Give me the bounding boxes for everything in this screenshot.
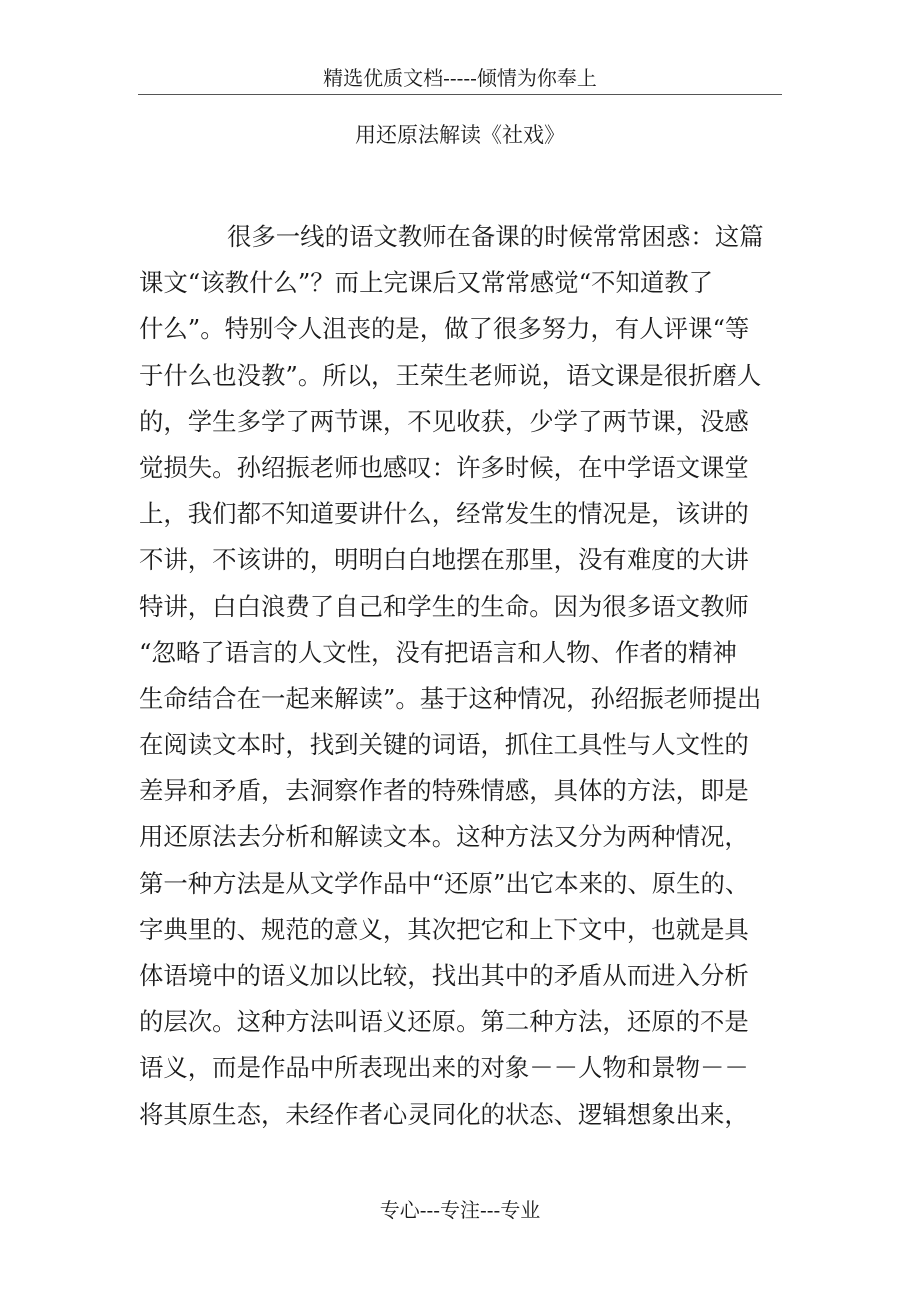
body-line: 的层次。这种方法叫语义还原。第二种方法，还原的不是 [139,1007,749,1037]
body-line: 课文“该教什么”？而上完课后又常常感觉“不知道教了 [139,268,714,298]
body-line: 字典里的、规范的意义，其次把它和上下文中，也就是具 [139,914,749,944]
body-line: 将其原生态，未经作者心灵同化的状态、逻辑想象出来， [139,1099,749,1129]
body-line: 觉损失。孙绍振老师也感叹：许多时候，在中学语文课堂 [139,452,749,482]
body-line: 于什么也没教”。所以，王荣生老师说，语文课是很折磨人 [139,360,762,390]
body-line: 体语境中的语义加以比较，找出其中的矛盾从而进入分析 [139,961,749,990]
body-line: 第一种方法是从文学作品中“还原”出它本来的、原生的、 [139,868,750,898]
body-line: 语义，而是作品中所表现出来的对象－－人物和景物－－ [139,1053,749,1083]
page-footer: 专心---专注---专业 [379,1198,541,1222]
body-line: 很多一线的语文教师在备课的时候常常困惑：这篇 [227,222,764,251]
document-body [139,214,783,1138]
document-title: 用还原法解读《社戏》 [355,123,565,147]
body-line: 生命结合在一起来解读”。基于这种情况，孙绍振老师提出 [139,683,762,713]
header-text: 精选优质文档-----倾情为你奉上 [323,66,597,90]
body-line: 的，学生多学了两节课，不见收获，少学了两节课，没感 [139,406,749,436]
body-line: 不讲，不该讲的，明明白白地摆在那里，没有难度的大讲 [139,545,749,575]
body-line: 用还原法去分析和解读文本。这种方法又分为两种情况， [139,822,749,852]
body-line: 上，我们都不知道要讲什么，经常发生的情况是，该讲的 [139,499,749,529]
body-line: 什么”。特别令人沮丧的是，做了很多努力，有人评课“等 [139,314,750,344]
body-line: 在阅读文本时，找到关键的词语，抓住工具性与人文性的 [139,730,749,760]
body-line: “忽略了语言的人文性，没有把语言和人物、作者的精神 [139,637,737,667]
body-line: 特讲，白白浪费了自己和学生的生命。因为很多语文教师 [139,591,749,621]
page-header [138,62,782,95]
body-line: 差异和矛盾，去洞察作者的特殊情感，具体的方法，即是 [139,776,749,806]
